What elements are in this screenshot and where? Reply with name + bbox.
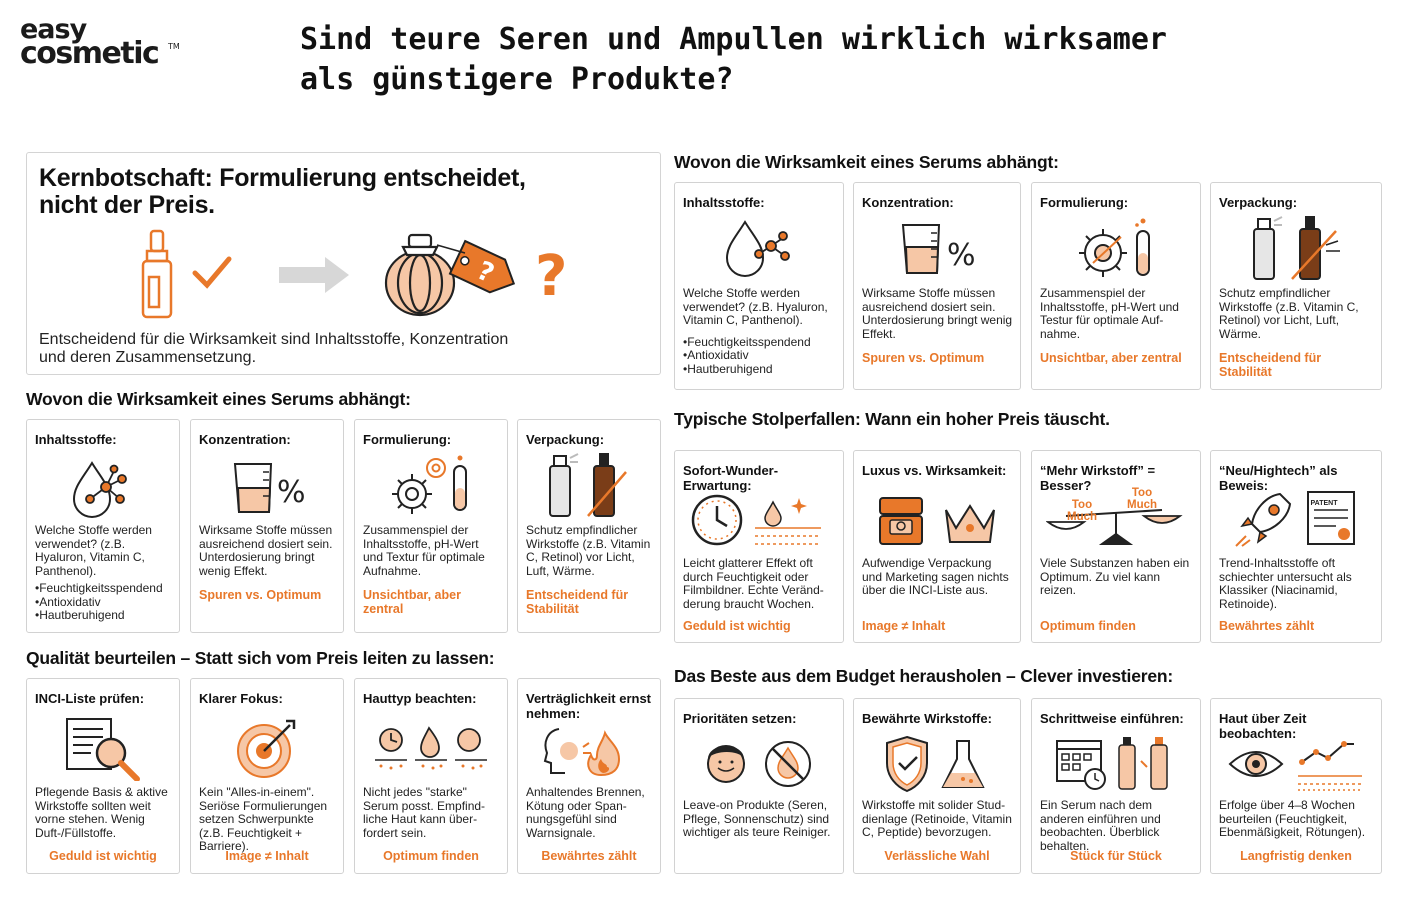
card-title: Schrittweise einführen: [1040, 711, 1184, 726]
card-text: Leave-on Produkte (Seren, Pflege, Sonnenschutz) sind wichtiger als teure Reiniger. [683, 798, 831, 839]
card-tag: Entscheidend für Stabilität [1219, 351, 1322, 379]
card-description: Welche Stoffe werden verwendet? (z.B. Hyaluron, Vitamin C, Panthenol). [683, 286, 828, 327]
beaker-percent-icon [854, 217, 1020, 281]
document-magnifier-icon [27, 713, 179, 783]
patent-label: PATENT [1310, 500, 1338, 507]
card-text: Nicht jedes "starke" Serum posst. Empfind-liche Haut kann über-fordert sein. [363, 785, 486, 840]
card-tag: Verlässliche Wahl [884, 849, 990, 863]
gear-tube-icon [1032, 213, 1200, 283]
card-tag: Langfristig denken [1240, 849, 1352, 863]
budget-card-prioritaeten [674, 698, 844, 874]
core-message-box [26, 152, 661, 375]
card-title: Verträglichkeit ernst nehmen: [526, 691, 651, 721]
core-illustration [137, 225, 577, 325]
brand-trademark: TM [168, 42, 180, 51]
pitfalls-title: Typische Stolperfallen: Wann ein hoher Preis täuscht. [674, 409, 1110, 429]
dropper-bottle-icon [137, 225, 577, 325]
card-tag: Spuren vs. Optimum [862, 351, 985, 365]
card-title: Inhaltsstoffe: [683, 195, 765, 210]
beaker-percent-icon [191, 456, 343, 520]
packaging-bottles-icon [518, 450, 660, 520]
card-title: “Mehr Wirkstoff” = Besser? [1040, 463, 1156, 493]
card-title: Formulierung: [1040, 195, 1129, 210]
card-text: Pflegende Basis & aktive Wirkstoffe sollten weit vorne stehen. Wenig Duft-/Füllstoffe. [35, 785, 168, 840]
card-text: Trend-Inhaltsstoffe oft schiechter untersucht als Klassiker (Niacinamid, Retinoide). [1219, 556, 1352, 611]
card-tag: Unsichtbar, aber zentral [1040, 351, 1182, 365]
scale-label-left: Too Much [1066, 499, 1098, 523]
pitfall-card-mehr-wirkstoff [1031, 450, 1201, 643]
right-factor-card-inhaltsstoffe [674, 182, 844, 390]
svg-text:%: % [277, 475, 306, 510]
bullet-item: • Feuchtigkeitsspendend [683, 336, 837, 350]
card-bullets [35, 582, 173, 623]
bullet-item: • Antioxidativ [683, 349, 837, 363]
quality-card-fokus [190, 678, 344, 874]
card-text: Ein Serum nach dem anderen einführen und beobachten. Überblick behalten. [1040, 798, 1161, 853]
card-text: Viele Substanzen haben ein Optimum. Zu viel kann reizen. [1040, 556, 1190, 597]
svg-text:?: ? [535, 244, 568, 309]
card-title: Formulierung: [363, 432, 452, 447]
core-message-text: Entscheidend für die Wirksamkeit sind Inhaltsstoffe, Konzentration und deren Zusammensetzung. [39, 331, 509, 366]
card-tag: Bewährtes zählt [541, 849, 637, 863]
card-title: Inhaltsstoffe: [35, 432, 117, 447]
budget-card-schrittweise [1031, 698, 1201, 874]
card-tag: Stück für Stück [1070, 849, 1162, 863]
card-text [683, 287, 837, 376]
card-title: Prioritäten setzen: [683, 711, 797, 726]
right-factor-card-verpackung [1210, 182, 1382, 390]
card-title: Luxus vs. Wirksamkeit: [862, 463, 1007, 478]
card-text: Wirksame Stoffe müssen ausreichend dosiert sein. Unterdosierung bringt wenig Effekt. [199, 523, 333, 578]
card-title: Verpackung: [526, 432, 605, 447]
right-factor-card-formulierung [1031, 182, 1201, 390]
scale-label-right: Too Much [1126, 487, 1158, 511]
face-no-drop-icon [675, 731, 843, 797]
page-title: Sind teure Seren und Ampullen wirklich wirksamer als günstigere Produkte? [300, 22, 1167, 97]
molecule-drop-icon [27, 452, 179, 526]
card-bullets [683, 336, 837, 377]
card-text: Wirkstoffe mit solider Stud-dienlage (Retinoide, Vitamin C, Peptide) bevorzugen. [862, 798, 1012, 839]
bullet-item: • Hautberuhigend [35, 609, 173, 623]
card-tag: Entscheidend für Stabilität [526, 588, 629, 616]
card-text: Wirksame Stoffe müssen ausreichend dosiert sein. Unterdosierung bringt wenig Effekt. [862, 286, 1013, 341]
card-text [35, 524, 173, 623]
svg-text:%: % [947, 238, 976, 273]
card-text: Zusammenspiel der Inhaltsstoffe, pH-Wert und Textur für optimale Aufnahme. [363, 523, 485, 578]
card-text: Schutz empfindlicher Wirkstoffe (z.B. Vitamin C, Retinol) vor Licht, Luft, Wärme. [1219, 286, 1359, 341]
left-factor-card-inhaltsstoffe [26, 419, 180, 633]
quality-card-vertraeglichkeit [517, 678, 661, 874]
card-tag: Unsichtbar, aber zentral [363, 588, 461, 616]
card-title: Konzentration: [862, 195, 954, 210]
brand-logo [20, 14, 180, 71]
card-title: Klarer Fokus: [199, 691, 283, 706]
card-tag: Bewährtes zählt [1219, 619, 1315, 633]
card-title: Sofort-Wunder-Erwartung: [683, 463, 779, 493]
card-title: Bewährte Wirkstoffe: [862, 711, 992, 726]
rocket-patent-icon [1211, 485, 1381, 551]
face-flame-icon [518, 719, 660, 783]
card-tag: Image ≠ Inhalt [225, 849, 309, 863]
card-tag: Optimum finden [383, 849, 479, 863]
left-factors-title: Wovon die Wirksamkeit eines Serums abhängt: [26, 389, 411, 409]
card-text: Anhaltendes Brennen, Kötung oder Span-nungsgefühl sind Warnsignale. [526, 785, 645, 840]
right-factors-title: Wovon die Wirksamkeit eines Serums abhängt: [674, 152, 1059, 172]
right-factor-card-konzentration [853, 182, 1021, 390]
card-text: Erfolge über 4–8 Wochen beurteilen (Feuchtigkeit, Ebenmäßigkeit, Rötungen). [1219, 798, 1366, 839]
target-icon [191, 713, 343, 783]
card-text: Aufwendige Verpackung und Marketing sagen nichts über die INCI-Liste aus. [862, 556, 1009, 597]
card-title: “Neu/Hightech” als Beweis: [1219, 463, 1338, 493]
svg-text:?: ? [472, 255, 499, 290]
card-tag: Optimum finden [1040, 619, 1136, 633]
card-title: Verpackung: [1219, 195, 1298, 210]
eye-chart-icon [1211, 731, 1381, 797]
card-text: Leicht glatterer Effekt oft durch Feuchtigkeit oder Filmbildner. Echte Veränd-derung braucht Wochen. [683, 556, 824, 611]
budget-card-bewaehrte-wirkstoffe [853, 698, 1021, 874]
bullet-item: • Antioxidativ [35, 596, 173, 610]
card-tag: Spuren vs. Optimum [199, 588, 322, 602]
brand-line1: easy [20, 14, 87, 45]
brand-line2: cosmetic [20, 36, 159, 71]
card-text: Kein "Alles-in-einem". Seriöse Formulierungen setzen Schwerpunkte (z.B. Feuchtigkeit + Barriere). [199, 785, 328, 853]
balance-scale-icon [1032, 485, 1200, 551]
left-factor-card-formulierung [354, 419, 508, 633]
quality-card-hauttyp [354, 678, 508, 874]
card-description: Welche Stoffe werden verwendet? (z.B. Hyaluron, Vitamin C, Panthenol). [35, 523, 152, 578]
quality-title: Qualität beurteilen – Statt sich vom Preis leiten zu lassen: [26, 648, 495, 668]
card-title: Haut über Zeit beobachten: [1219, 711, 1307, 741]
core-message-title: Kernbotschaft: Formulierung entscheidet, nicht der Preis. [39, 164, 526, 219]
card-tag: Image ≠ Inhalt [862, 619, 946, 633]
bullet-item: • Feuchtigkeitsspendend [35, 582, 173, 596]
packaging-bottles-icon [1211, 213, 1381, 283]
pitfall-card-luxus [853, 450, 1021, 643]
bullet-item: • Hautberuhigend [683, 363, 837, 377]
pitfall-card-neu-hightech [1210, 450, 1382, 643]
card-tag: Geduld ist wichtig [683, 619, 791, 633]
card-title: Konzentration: [199, 432, 291, 447]
pitfall-card-sofort-wunder [674, 450, 844, 643]
card-title: INCI-Liste prüfen: [35, 691, 145, 706]
budget-card-haut-beobachten [1210, 698, 1382, 874]
gear-tube-icon [355, 450, 507, 520]
gift-box-crown-icon [854, 485, 1020, 551]
calendar-bottles-icon [1032, 731, 1200, 797]
shield-flask-icon [854, 731, 1020, 797]
quality-card-inci [26, 678, 180, 874]
budget-title: Das Beste aus dem Budget herausholen – Clever investieren: [674, 666, 1173, 686]
left-factor-card-konzentration [190, 419, 344, 633]
molecule-drop-icon [675, 213, 843, 283]
clock-skin-icon [675, 485, 843, 551]
card-tag: Geduld ist wichtig [49, 849, 157, 863]
card-text: Schutz empfindlicher Wirkstoffe (z.B. Vitamin C, Retinol) vor Licht, Luft, Wärme. [526, 523, 651, 578]
card-title: Hauttyp beachten: [363, 691, 477, 706]
left-factor-card-verpackung [517, 419, 661, 633]
skin-types-icon [355, 719, 507, 779]
card-text: Zusammenspiel der Inhaltsstoffe, pH-Wert und Testur für optimale Auf-nahme. [1040, 286, 1179, 341]
